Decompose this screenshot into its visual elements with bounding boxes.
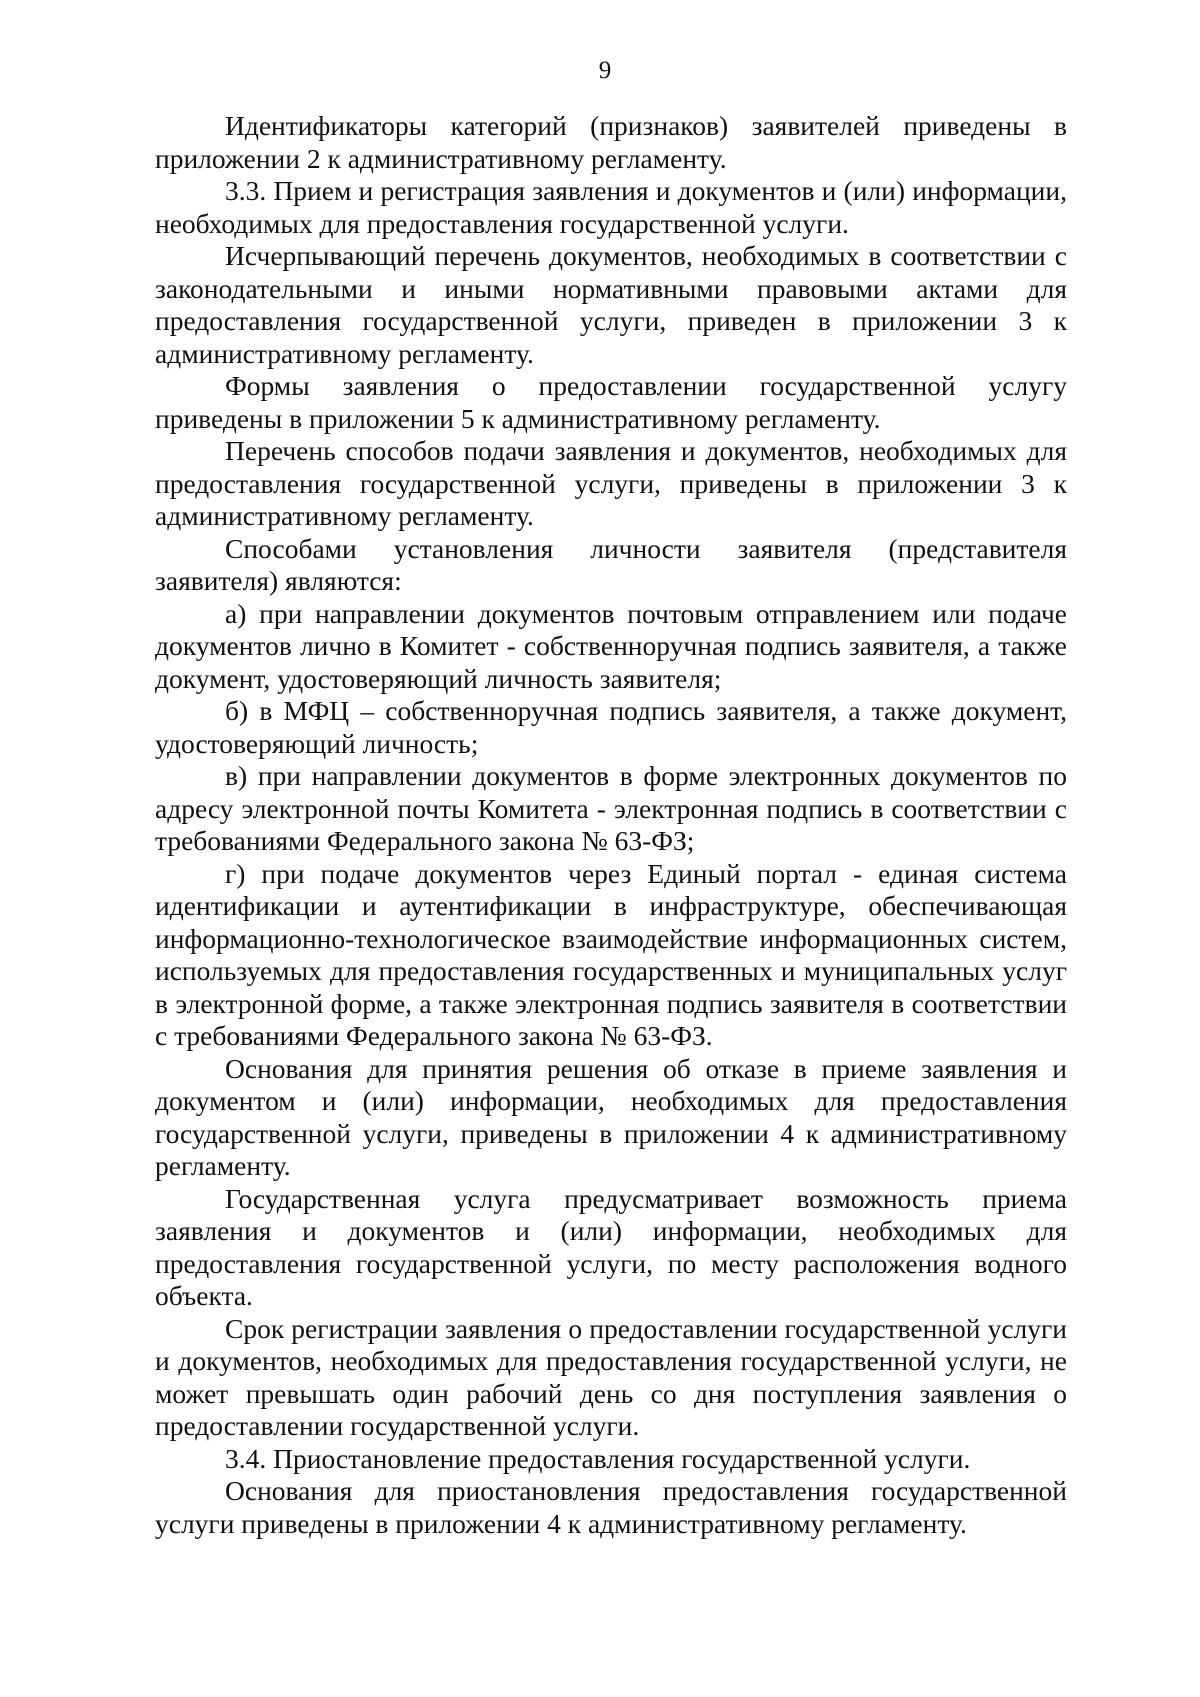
paragraph-identity-methods-intro: Способами установления личности заявителя (представителя заявителя) являются: (155, 532, 1067, 596)
paragraph-service-location: Государственная услуга предусматривает возможность приема заявления и документов и (или) информации, необходимых для предоставления государственной услуги, по месту расположения водного объекта. (155, 1182, 1067, 1311)
paragraph-refusal-grounds: Основания для принятия решения об отказе в приеме заявления и документом и (или) информации, необходимых для предоставления государственной услуги, приведены в приложении 4 к административному регламенту. (155, 1052, 1067, 1181)
list-item-g: г) при подаче документов через Единый портал - единая система идентификации и аутентификации в инфраструктуре, обеспечивающая информационно-технологическое взаимодействие информационных систем, используемых для предоставления государственных и муниципальных услуг в электронной форме, а также электронная подпись заявителя в соответствии с требованиями Федерального закона № 63-ФЗ. (155, 857, 1067, 1051)
paragraph-suspension-grounds: Основания для приостановления предоставления государственной услуги приведены в приложении 4 к административному регламенту. (155, 1475, 1067, 1539)
document-body (155, 110, 1067, 1540)
paragraph-applicant-category-identifiers: Идентификаторы категорий (признаков) заявителей приведены в приложении 2 к административному регламенту. (155, 110, 1067, 174)
section-heading-3-3: 3.3. Прием и регистрация заявления и документов и (или) информации, необходимых для предоставления государственной услуги. (155, 175, 1067, 239)
list-item-b: б) в МФЦ – собственноручная подпись заявителя, а также документ, удостоверяющий личность; (155, 695, 1067, 759)
list-item-a: а) при направлении документов почтовым отправлением или подаче документов лично в Комитет - собственноручная подпись заявителя, а также документ, удостоверяющий личность заявителя; (155, 597, 1067, 694)
paragraph-submission-methods: Перечень способов подачи заявления и документов, необходимых для предоставления государственной услуги, приведены в приложении 3 к административному регламенту. (155, 435, 1067, 531)
paragraph-application-forms: Формы заявления о предоставлении государственной услугу приведены в приложении 5 к административному регламенту. (155, 370, 1067, 434)
paragraph-registration-deadline: Срок регистрации заявления о предоставлении государственной услуги и документов, необходимых для предоставления государственной услуги, не может превышать один рабочий день со дня поступления заявления о предоставлении государственной услуги. (155, 1312, 1067, 1441)
list-item-v: в) при направлении документов в форме электронных документов по адресу электронной почты Комитета - электронная подпись в соответствии с требованиями Федерального закона № 63-ФЗ; (155, 760, 1067, 856)
paragraph-document-list: Исчерпывающий перечень документов, необходимых в соответствии с законодательными и иными нормативными правовыми актами для предоставления государственной услуги, приведен в приложении 3 к административному регламенту. (155, 240, 1067, 369)
page-number: 9 (598, 57, 612, 84)
section-heading-3-4: 3.4. Приостановление предоставления государственной услуги. (225, 1442, 971, 1474)
